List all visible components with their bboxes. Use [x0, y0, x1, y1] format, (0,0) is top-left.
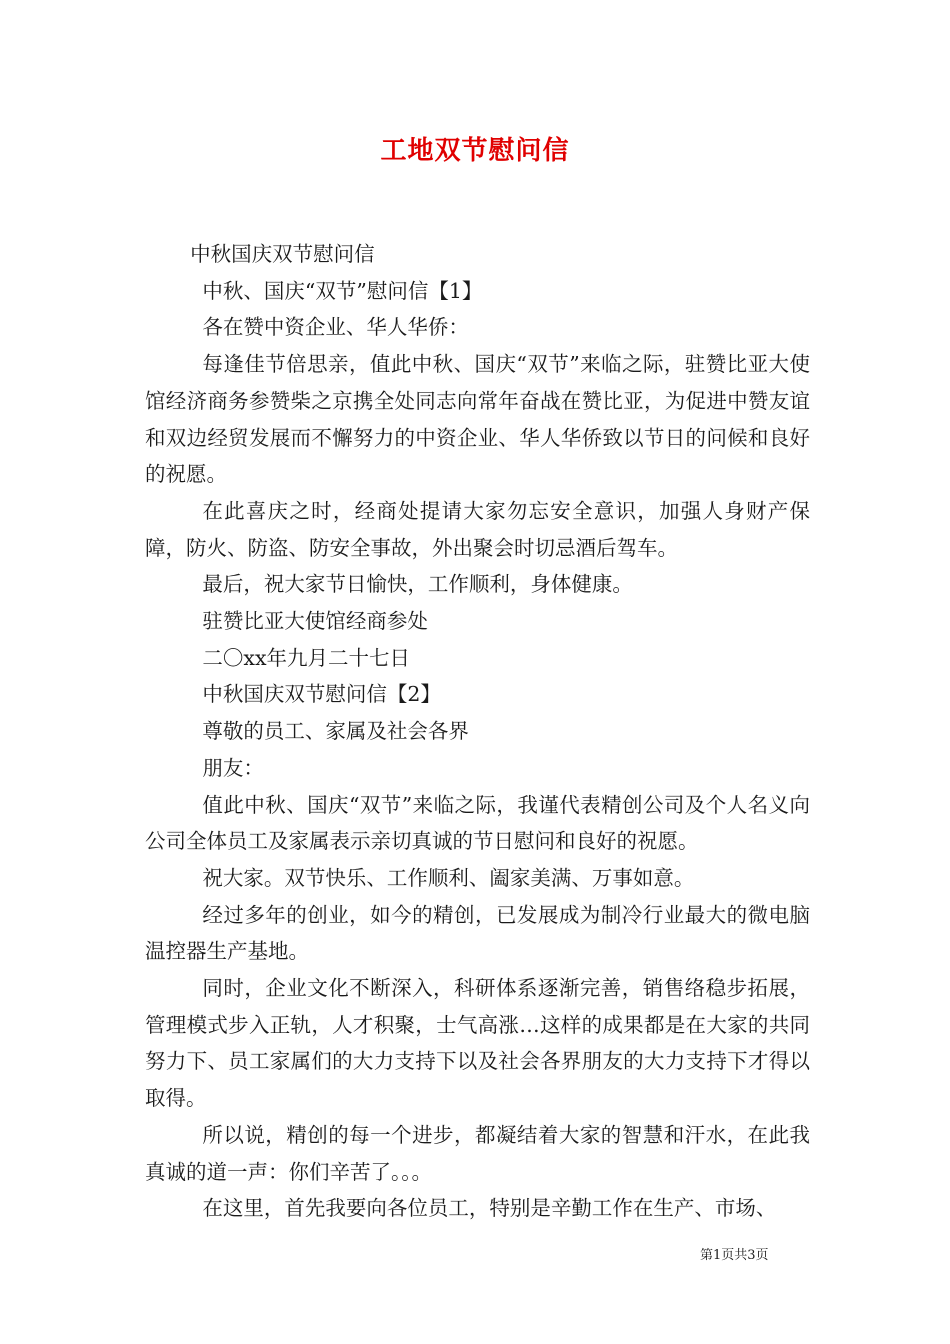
paragraph: 尊敬的员工、家属及社会各界: [202, 719, 469, 744]
paragraph: 在这里，首先我要向各位员工，特别是辛勤工作在生产、市场、: [202, 1196, 777, 1221]
paragraph: 祝大家。双节快乐、工作顺利、阖家美满、万事如意。: [202, 865, 695, 890]
paragraph: 每逢佳节倍思亲，值此中秋、国庆“双节”来临之际，驻赞比亚大使馆经济商务参赞柴之京携全处同志向常年奋战在赞比亚，为促进中赞友谊和双边经贸发展而不懈努力的中资企业、华人华侨致以节日的问候和良好的祝愿。: [145, 352, 810, 487]
paragraph: 中秋国庆双节慰问信【2】: [202, 682, 441, 707]
document-title: 工地双节慰问信: [380, 136, 570, 166]
paragraph: 值此中秋、国庆“双节”来临之际，我谨代表精创公司及个人名义向公司全体员工及家属表示亲切真诚的节日慰问和良好的祝愿。: [145, 792, 810, 854]
paragraph: 朋友：: [202, 755, 264, 780]
paragraph: 所以说，精创的每一个进步，都凝结着大家的智慧和汗水，在此我真诚的道一声：你们辛苦了。。。: [145, 1122, 810, 1184]
document-body: [145, 236, 810, 1227]
paragraph: 中秋、国庆“双节”慰问信【1】: [202, 278, 483, 303]
paragraph: 同时，企业文化不断深入，科研体系逐渐完善，销售络稳步拓展，管理模式步入正轨，人才积聚，士气高涨…这样的成果都是在大家的共同努力下、员工家属们的大力支持下以及社会各界朋友的大力支持下才得以取得。: [145, 976, 810, 1111]
paragraph: 中秋国庆双节慰问信: [190, 242, 375, 266]
paragraph: 二〇xx年九月二十七日: [202, 645, 411, 670]
paragraph: 在此喜庆之时，经商处提请大家勿忘安全意识，加强人身财产保障，防火、防盗、防安全事故，外出聚会时切忌酒后驾车。: [145, 498, 810, 560]
paragraph: 驻赞比亚大使馆经商参处: [202, 609, 428, 634]
paragraph: 经过多年的创业，如今的精创，已发展成为制冷行业最大的微电脑温控器生产基地。: [145, 902, 810, 964]
page-number: 第1页共3页: [700, 1248, 769, 1263]
paragraph: 最后，祝大家节日愉快，工作顺利，身体健康。: [202, 572, 633, 597]
paragraph: 各在赞中资企业、华人华侨：: [202, 315, 469, 340]
